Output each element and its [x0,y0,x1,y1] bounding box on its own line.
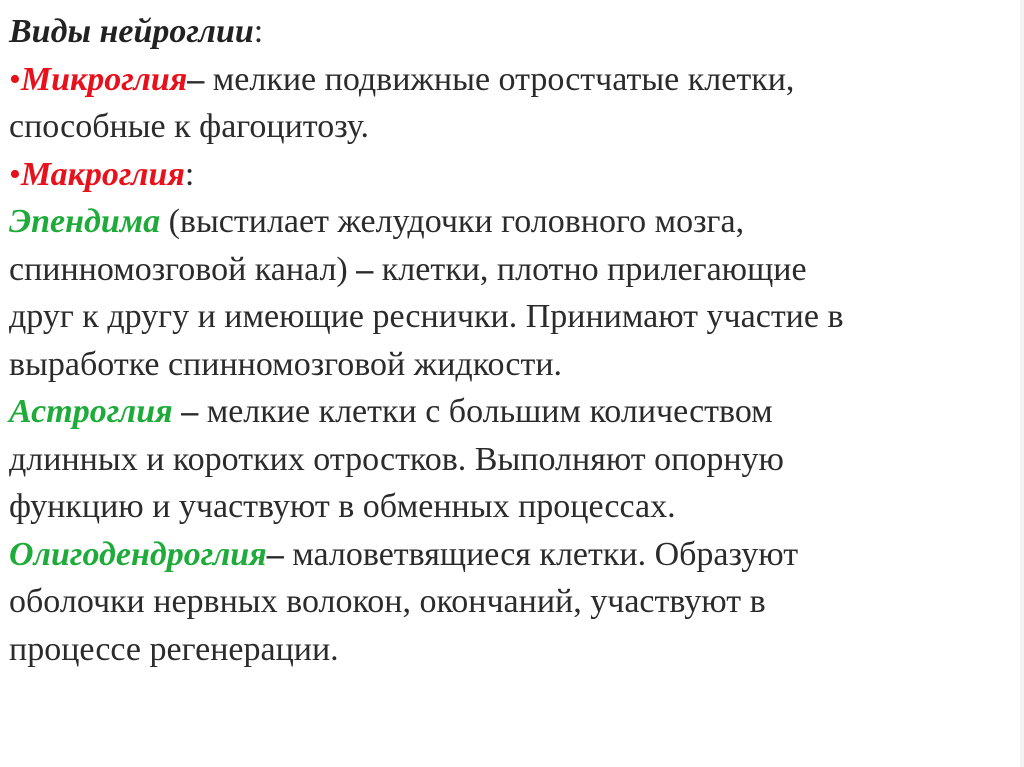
bullet-icon: • [9,60,21,98]
microglia-text-1: мелкие подвижные отростчатые клетки, [204,60,795,98]
heading-line [9,8,1014,56]
heading-colon: : [253,13,264,50]
oligodendroglia-line-2: оболочки нервных волокон, окончаний, участвуют в [9,583,766,620]
ependyma-dash: – [356,250,374,288]
macroglia-line [9,151,1014,199]
astroglia-line-3: функцию и участвуют в обменных процессах. [9,488,676,525]
oligodendroglia-line-1 [9,531,1014,579]
ependyma-line-1 [9,198,1014,246]
astroglia-dash: – [181,393,199,430]
astroglia-line-1 [9,388,1014,436]
oligodendroglia-line-3: процессе регенерации. [9,630,339,668]
page-title: Виды нейроглии [9,13,254,50]
astroglia-term: Астроглия [9,393,173,430]
oligodendroglia-dash: – [266,535,284,573]
oligodendroglia-text-1: маловетвящиеся клетки. Образуют [283,535,799,573]
macroglia-term: Макроглия [20,155,185,193]
ependyma-text-2a: спинномозговой канал) [9,250,357,288]
ependyma-text-2b: клетки, плотно прилегающие [373,250,807,288]
microglia-line-2: способные к фагоцитозу. [9,108,370,145]
microglia-dash: – [187,60,205,98]
microglia-term: Микроглия [20,60,188,98]
ependyma-line-4: выработке спинномозговой жидкости. [9,345,563,383]
ependyma-term: Эпендима [9,203,161,240]
ependyma-line-3: друг к другу и имеющие реснички. Принимают участие в [9,298,844,335]
ependyma-text-1: (выстилает желудочки головного мозга, [160,203,745,240]
astroglia-line-2: длинных и коротких отростков. Выполняют опорную [9,440,784,478]
microglia-line-1 [9,56,1014,104]
astroglia-text-1: мелкие клетки с большим количеством [198,393,773,430]
macroglia-colon: : [184,155,195,193]
ependyma-line-2 [9,246,1014,294]
bullet-icon: • [9,155,21,193]
oligodendroglia-term: Олигодендроглия [9,535,267,573]
slide-edge-divider [1020,0,1024,767]
slide-body-text [9,8,1014,673]
astroglia-space [173,393,182,430]
